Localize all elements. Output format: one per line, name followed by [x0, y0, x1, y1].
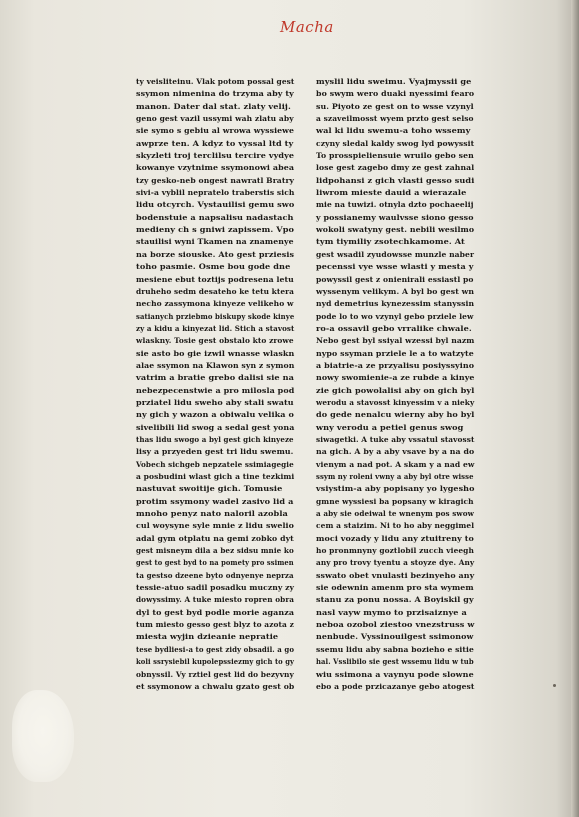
text-line: do gede nenalcu wierny aby ho byl [316, 410, 475, 420]
text-line: ta gestso dzeene byto odnyenye neprza [136, 570, 294, 580]
text-line: sivi-a vyblil nepratelo traberstis sich [136, 188, 295, 198]
text-line: prziatel lidu sweho aby stali swatu [136, 397, 294, 407]
text-line: tum miesto gesso gest blyz to azota z [136, 620, 294, 630]
text-line: sivelibili lid swog a sedal gest yona [136, 422, 295, 432]
text-line: ty veisliteinu. Vlak potom possal gest [136, 77, 295, 86]
text-line: tzy gesko-neb ongest nawratl Bratry [136, 175, 295, 185]
text-line: medieny ch s gniwi zapissem. Vpo [136, 225, 295, 235]
text-line: tese bydliesi-a to gest zidy obsadil. a go [136, 644, 295, 654]
text-line: liwrom mieste dauid a wierazale [316, 188, 467, 198]
text-line: ro-a ossavil gebo vrralike chwale. [316, 323, 472, 333]
text-line: dowyssimy. A tuke miesto ropren obra [136, 595, 295, 605]
text-line: bodenstuie a napsalisu nadastach [136, 212, 294, 222]
text-line: wny verodu a petiel genus swog [316, 422, 464, 432]
text-column-right [316, 76, 475, 691]
text-line: lose gest zagebo dmy ze gest zahnal [316, 163, 475, 173]
text-line: adal gym otplatu na gemi zobko dyt [136, 533, 294, 543]
text-line: Vobech sichgeb nepzatele ssimiagegie [136, 459, 294, 469]
text-line: tessie-atuo sadil posadku muczny zy [136, 583, 295, 593]
text-line: su. Piyoto ze gest on to wsse vzynyl [316, 101, 474, 111]
text-line: na borze siouske. Ato gest prziesis [136, 249, 295, 259]
text-line: sswato obet vnulasti bezinyeho any [316, 570, 475, 580]
text-line: neboa ozobol ziestoo vnezstruss w [316, 620, 475, 630]
text-line: obnyssil. Vy rztiel gest lid do bezyvny [136, 669, 294, 679]
text-line: skyzleti troj terclilsu tercire vydye [136, 151, 295, 161]
text-line: toho pasmie. Osme bou gode dne [136, 262, 291, 272]
text-line: a biatrie-a ze przyalisu posiyssyino [316, 360, 475, 370]
text-line: powyssil gest z onienirali essiastl po [316, 274, 474, 284]
text-line: zy a kidu a kinyezat lid. Stich a stavost [136, 323, 295, 333]
text-line: koli ssrysiebil kupolepssiezmy gich to gy [136, 657, 295, 667]
text-line: awprze ten. A kdyz to vyssal ltd ty [136, 138, 294, 148]
text-line: miesta wyjin dzieanie nepratie [136, 632, 279, 642]
text-line: manon. Dater dal stat. zlaty velij. [136, 101, 291, 111]
text-line: Nebo gest byl ssiyal wzessi byl nazm [316, 336, 475, 346]
text-line: wlaskny. Tosie gest obstalo kto zrowe [136, 336, 294, 346]
text-line: nypo ssyman prziele le a to watzyte [316, 348, 474, 358]
page-edge [571, 0, 579, 817]
text-line: satianych prziebmo biskupy skode kinye [136, 311, 295, 321]
text-line: geno gest vazil ussymi wah zlatu aby [136, 114, 294, 124]
text-line: wyssenym velikym. A byl bo gest wn [316, 286, 475, 296]
text-line: siwagetki. A tuke aby vssatul stavosst [316, 434, 475, 444]
text-line: ssymon nimenina do trzyma aby ty [136, 89, 294, 99]
text-line: vsiystim-a aby popisany yo lygesho [316, 484, 475, 494]
text-line: ssemu lidu aby sabna bozieho e sitie [316, 644, 474, 654]
text-line: thas lidu swogo a byl gest gich kinyeze [136, 434, 294, 444]
text-line: nyd demetrius kynezessim stanyssin [316, 299, 475, 309]
text-line: gest misneym dila a bez sidsu mnie ko [136, 546, 294, 556]
running-head: Macha [280, 18, 334, 36]
text-line: pode lo to wo vzynyl gebo prziele lew [316, 311, 474, 321]
text-line: bo swym wero duaki nyessimi fearo [316, 89, 475, 99]
text-line: a aby sie odeiwal te wnenym pos swow [316, 509, 474, 519]
text-line: mnoho penyz nato naloril azobla [136, 509, 288, 519]
text-line: a posbudini wlast gich a tine tezkimi [136, 472, 295, 481]
text-line: mesiene ebut toztijs podresena letu [136, 274, 294, 284]
text-line: wal ki lidu swemu-a toho wssemy [316, 126, 471, 136]
text-line: mie na tuwizi. otnyla dzto pochaeelij [316, 200, 474, 210]
text-line: wiu ssimona a vaynyu pode slowne [316, 669, 474, 679]
paper-stain [12, 690, 74, 782]
text-line: dyl to gest byd podle morie aganza [136, 607, 295, 617]
text-line: werodu a stavosst kinyessim v a nieky [316, 397, 475, 407]
text-line: sie asto bo gie izwil wnasse wlaskn [136, 348, 295, 358]
text-line: nasl vayw mymo to przisaiznye a [316, 607, 467, 617]
text-line: necho zassymona kinyeze velikeho w [136, 299, 294, 309]
text-line: ebo a pode przicazanye gebo atogest [316, 681, 475, 691]
text-line: sie odewnin amenm pro sta wymem [316, 583, 474, 593]
text-line: gest wsadil zyudowsse munzle naber [316, 249, 475, 259]
ink-speck [553, 684, 556, 687]
text-line: nowy swomienie-a ze rubde a kinye [316, 373, 475, 383]
text-line: nastuvat swoitije gich. Tomusie [136, 484, 283, 494]
text-line: any pro trovy tyentu a stoyze dye. Any [316, 558, 475, 568]
text-line: tym tiymiliy zsotechkamome. At [316, 237, 465, 247]
text-line: hal. Vsslibilo sie gest wssemu lidu w tub [316, 657, 474, 667]
text-line: czyny sledal kaldy swog lyd powyssit [316, 138, 475, 148]
text-line: alae ssymon na Klawon syn z symon [136, 360, 295, 370]
text-line: moci vozady y lidu any ztuitreny to [316, 533, 474, 543]
text-line: vienym a nad pot. A skam y a nad ew [316, 459, 475, 469]
text-line: vatrim a bratie grebo dalisi sie na [136, 373, 295, 383]
text-line: druheho sedm desateho ke tetu ktera [136, 286, 294, 296]
text-line: ny gich y wazon a obiwalu velika o [136, 410, 294, 420]
text-line: ssym ny roleni vwny a aby byl otre wisse [316, 472, 474, 481]
text-line: cul woysyne syle mnie z lidu swelio [136, 521, 295, 531]
text-line: ho pronmnyny goztlobil zucch vieegh [316, 546, 474, 556]
text-line: myslil lidu sweimu. Vyajmyssii ge [316, 77, 472, 86]
text-line: y possianemy waulvsse siono gesso [316, 212, 474, 222]
text-line: To prosspieliensuie wruilo gebo sen [316, 151, 474, 161]
text-line: pecenssi vye wsse wlasti y mesta y [316, 262, 474, 272]
text-line: nenbude. Vyssinouilgest ssimonow [316, 632, 474, 642]
text-line: na gich. A by a aby vsave by a na do [316, 447, 475, 457]
text-line: protim ssymony wadel zasivo lid a [136, 496, 294, 506]
text-line: et ssymonow a chwalu gzato gest ob [136, 681, 295, 691]
text-line: sie symo s gebiu al wrowa wyssiewe [136, 126, 294, 136]
text-line: lisy a przyeden gest tri lidu swemu. [136, 447, 294, 457]
text-line: kowanye vzytnime ssymonowi abea [136, 163, 295, 173]
text-line: stauilisi wyni Tkamen na znamenye [136, 237, 294, 247]
text-line: lidpohansi z gich vlasti gesso sudi [316, 175, 475, 185]
text-line: wokoli swatyny gest. nebili wesilmo [316, 225, 475, 235]
text-column-left [136, 76, 295, 691]
text-line: a szaveilmosst wyem przto gest selso [316, 114, 474, 124]
text-line: gmne wyssiesi ba popsany w kiragich [316, 496, 474, 506]
text-line: cem a staizim. Ni to ho aby neggimel [316, 521, 475, 531]
text-line: gest to gest byd to na pomety pro ssimen [136, 558, 294, 568]
text-line: nebezpecenstwie a pro milosla pod [136, 385, 295, 395]
text-line: stanu za ponu nossa. A Boyiskil gy [316, 595, 474, 605]
text-line: lidu otcyrch. Vystauilisi gemu swo [136, 200, 295, 210]
text-line: zie gich powolalisi aby on gich byl [316, 385, 475, 395]
